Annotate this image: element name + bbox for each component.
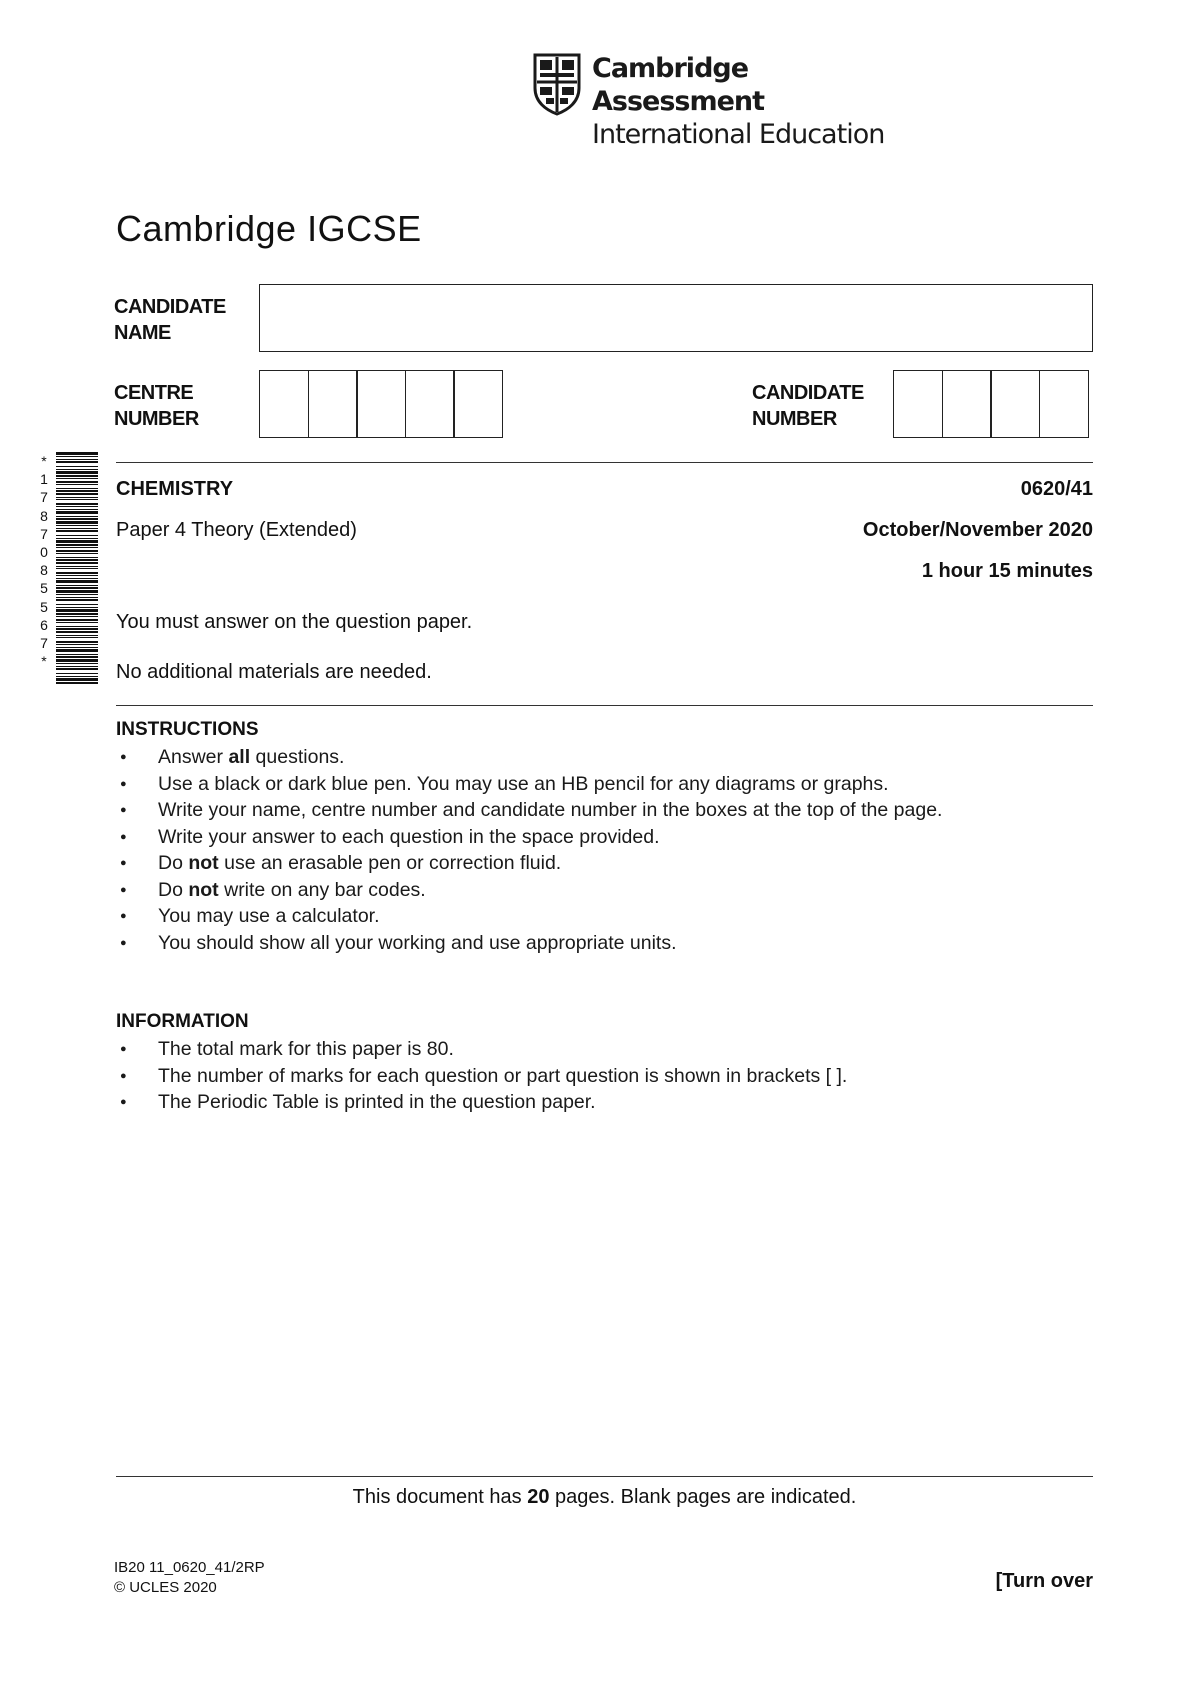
barcode-bar [56, 647, 98, 648]
barcode-bar [56, 626, 98, 627]
barcode-bar [56, 619, 98, 621]
instruction-text: use an erasable pen or correction fluid. [218, 852, 562, 874]
candidate-name-label-line1: CANDIDATE [114, 296, 226, 318]
candidate-number-label-line1: CANDIDATE [752, 382, 864, 404]
list-item: ● You may use a calculator. [116, 903, 1096, 930]
barcode-bar [56, 572, 98, 574]
barcode-bar [56, 509, 98, 510]
barcode-bar [56, 568, 98, 569]
barcode-bar [56, 525, 98, 526]
barcode-bar [56, 599, 98, 601]
centre-number-digit-box[interactable] [308, 370, 358, 438]
centre-number-field [259, 370, 503, 438]
candidate-name-field[interactable] [259, 284, 1093, 352]
list-item [116, 877, 1096, 904]
paper-code: 0620/41 [1020, 478, 1093, 500]
page-count-number: 20 [527, 1486, 550, 1508]
barcode-bar [56, 587, 98, 589]
list-item: ● The Periodic Table is printed in the question paper. [116, 1089, 1096, 1116]
barcode-bar [56, 649, 98, 652]
list-item [116, 744, 1096, 771]
barcode-bar [56, 550, 98, 552]
barcode-digit: 7 [40, 525, 48, 542]
instruction-text: Answer [158, 746, 229, 768]
instruction-text: Do [158, 878, 189, 901]
barcode-bar [56, 511, 98, 514]
barcode-icon [56, 452, 98, 684]
exam-duration: 1 hour 15 minutes [921, 560, 1093, 582]
barcode-bar [56, 557, 98, 558]
subject-name: CHEMISTRY [116, 478, 234, 500]
centre-number-label-line1: CENTRE [114, 382, 194, 404]
barcode-bar [56, 609, 98, 612]
barcode-bar [56, 673, 98, 674]
centre-number-digit-box[interactable] [405, 370, 455, 438]
list-item: ● Write your answer to each question in the space provided. [116, 824, 1096, 851]
barcode-digit: 1 [40, 471, 48, 488]
barcode-bar [56, 469, 98, 470]
cambridge-logo [532, 52, 912, 150]
instruction-emphasis: not [188, 852, 219, 874]
candidate-number-digit-box[interactable] [1039, 370, 1089, 438]
barcode-digit: * [41, 653, 47, 670]
barcode-bar [56, 528, 98, 529]
barcode-bar [56, 631, 98, 633]
instruction-emphasis: all [228, 746, 251, 768]
barcode-bar [56, 478, 98, 479]
instruction-emphasis: not [188, 878, 219, 901]
barcode-bar [56, 566, 98, 567]
barcode-digit: 5 [40, 598, 48, 615]
centre-number-digit-box[interactable] [356, 370, 406, 438]
divider-bottom [116, 1476, 1093, 1477]
instruction-text: questions. [250, 746, 345, 768]
barcode-digit: 6 [40, 616, 48, 633]
candidate-number-label [752, 380, 864, 432]
university-crest-icon [532, 52, 582, 116]
barcode-bar [56, 452, 98, 455]
materials-note: No additional materials are needed. [116, 661, 432, 683]
candidate-number-digit-box[interactable] [942, 370, 992, 438]
barcode-bar [56, 590, 98, 593]
barcode-bar [56, 607, 98, 608]
barcode-bar [56, 575, 98, 576]
candidate-name-label [114, 294, 226, 346]
barcode-bar [56, 678, 98, 681]
page-count-text: pages. Blank pages are indicated. [549, 1486, 857, 1508]
turn-over-label: [Turn over [995, 1570, 1093, 1592]
barcode-digit: 5 [40, 580, 48, 597]
barcode-bar [56, 578, 98, 579]
barcode-bar [56, 644, 98, 645]
centre-number-digit-box[interactable] [259, 370, 309, 438]
page-count-text: This document has [352, 1486, 528, 1508]
information-heading: INFORMATION [116, 1011, 249, 1032]
barcode-bar [56, 488, 98, 489]
barcode-bar [56, 682, 98, 684]
barcode-bar [56, 604, 98, 605]
barcode-bar [56, 553, 98, 554]
page-count-note [116, 1486, 1093, 1509]
information-list [116, 1036, 1096, 1116]
barcode-digit: 0 [40, 544, 48, 561]
barcode-bar [56, 559, 98, 561]
barcode-bar [56, 503, 98, 505]
instruction-text: write on any bar codes. [218, 878, 426, 901]
barcode-bar [56, 521, 98, 524]
barcode-bar [56, 544, 98, 546]
barcode-bar [56, 580, 98, 583]
barcode-bar [56, 663, 98, 664]
divider-middle [116, 705, 1093, 706]
barcode-bar [56, 466, 98, 467]
paper-component: Paper 4 Theory (Extended) [116, 519, 357, 541]
barcode-bar [56, 594, 98, 595]
barcode-bar [56, 635, 98, 636]
barcode-bar [56, 471, 98, 474]
barcode-bar [56, 481, 98, 483]
barcode-bar [56, 530, 98, 532]
list-item: ● Write your name, centre number and candidate number in the boxes at the top of the page. [116, 797, 1096, 824]
logo-line-1: Cambridge Assessment [592, 53, 765, 117]
divider-top [116, 462, 1093, 463]
barcode-bar [56, 506, 98, 507]
barcode-bar [56, 654, 98, 655]
barcode-bar [56, 562, 98, 564]
candidate-number-label-line2: NUMBER [752, 408, 837, 430]
document-reference: IB20 11_0620_41/2RP [114, 1559, 265, 1576]
exam-session: October/November 2020 [862, 519, 1093, 541]
barcode-digit: 8 [40, 562, 48, 579]
barcode-bar [56, 616, 98, 617]
barcode-bar [56, 499, 98, 500]
barcode-bar [56, 461, 98, 463]
list-item: ● The number of marks for each question or part question is shown in brackets [ ]. [116, 1063, 1096, 1090]
barcode-digit: * [41, 453, 47, 469]
list-item: ● The total mark for this paper is 80. [116, 1036, 1096, 1063]
barcode-bar [56, 613, 98, 615]
barcode-digits [36, 452, 52, 684]
barcode-bar [56, 456, 98, 457]
candidate-name-label-line2: NAME [114, 322, 171, 344]
candidate-number-digit-box[interactable] [990, 370, 1040, 438]
instructions-heading: INSTRUCTIONS [116, 719, 259, 740]
barcode-bar [56, 622, 98, 623]
copyright-notice: © UCLES 2020 [114, 1579, 217, 1596]
list-item: ● You should show all your working and use appropriate units. [116, 930, 1096, 957]
candidate-number-field [893, 370, 1089, 438]
barcode-bar [56, 459, 98, 460]
barcode-bar [56, 668, 98, 670]
barcode-bar [56, 493, 98, 495]
barcode-bar [56, 516, 98, 517]
barcode-bar [56, 547, 98, 548]
footer-reference [114, 1558, 265, 1598]
instructions-list [116, 744, 1096, 956]
barcode-bar [56, 475, 98, 477]
answer-note: You must answer on the question paper. [116, 611, 473, 633]
barcode-bar [56, 637, 98, 638]
page-title: Cambridge IGCSE [116, 208, 422, 249]
barcode-bar [56, 666, 98, 667]
barcode-bar [56, 490, 98, 492]
barcode-digit: 7 [40, 489, 48, 506]
centre-number-label-line2: NUMBER [114, 408, 199, 430]
barcode-bar [56, 535, 98, 536]
barcode-bar [56, 585, 98, 586]
barcode-bar [56, 597, 98, 598]
barcode-bar [56, 656, 98, 658]
instruction-text: Do [158, 852, 189, 874]
barcode-bar [56, 676, 98, 677]
barcode-digit: 8 [40, 507, 48, 524]
barcode-bar [56, 518, 98, 520]
barcode-bar [56, 497, 98, 498]
logo-line-2: International Education [592, 119, 885, 150]
list-item: ● Use a black or dark blue pen. You may use an HB pencil for any diagrams or graphs. [116, 771, 1096, 798]
list-item [116, 850, 1096, 877]
centre-number-digit-box[interactable] [453, 370, 503, 438]
centre-number-label [114, 380, 199, 432]
barcode-bar [56, 628, 98, 630]
barcode-digit: 7 [40, 635, 48, 652]
barcode-bar [56, 484, 98, 485]
barcode-bar [56, 641, 98, 643]
candidate-number-digit-box[interactable] [893, 370, 943, 438]
barcode-bar [56, 540, 98, 543]
barcode-bar [56, 659, 98, 662]
barcode-bar [56, 538, 98, 539]
